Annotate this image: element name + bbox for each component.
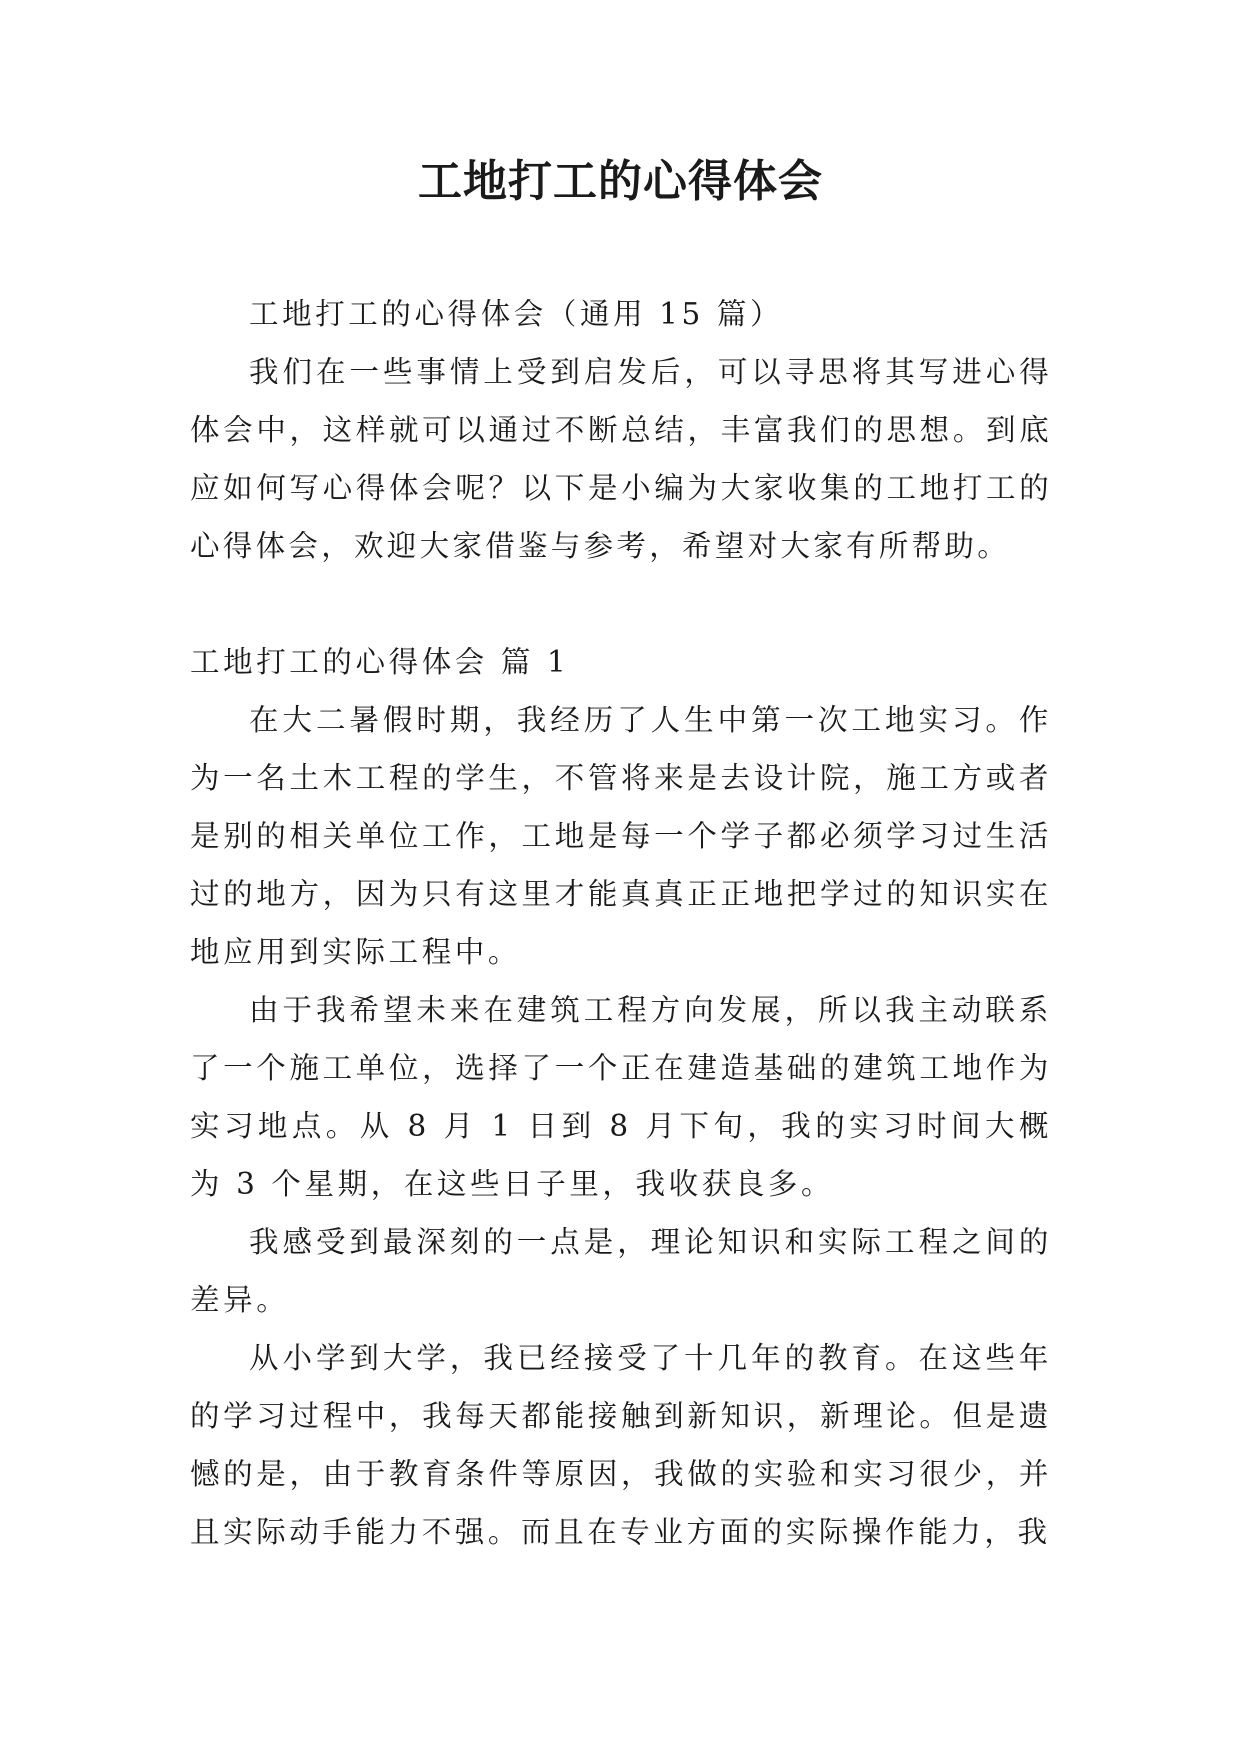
section-spacer xyxy=(190,575,1052,633)
document-body xyxy=(190,285,1052,1561)
document-title: 工地打工的心得体会 xyxy=(418,156,823,207)
document-subtitle: 工地打工的心得体会（通用 15 篇） xyxy=(249,297,784,331)
section-paragraph: 在大二暑假时期，我经历了人生中第一次工地实习。作为一名土木工程的学生，不管将来是去设计院，施工方或者是别的相关单位工作，工地是每一个学子都必须学习过生活过的地方，因为只有这里才能真真正正地把学过的知识实在地应用到实际工程中。 xyxy=(190,703,1052,969)
intro-paragraph: 我们在一些事情上受到启发后，可以寻思将其写进心得体会中，这样就可以通过不断总结，丰富我们的思想。到底应如何写心得体会呢？以下是小编为大家收集的工地打工的心得体会，欢迎大家借鉴与参考，希望对大家有所帮助。 xyxy=(190,355,1052,563)
section-paragraph: 从小学到大学，我已经接受了十几年的教育。在这些年的学习过程中，我每天都能接触到新知识，新理论。但是遗憾的是，由于教育条件等原因，我做的实验和实习很少，并且实际动手能力不强。而且在专业方面的实际操作能力，我 xyxy=(190,1341,1052,1549)
section-paragraph: 我感受到最深刻的一点是，理论知识和实际工程之间的差异。 xyxy=(190,1225,1052,1317)
section-paragraph: 由于我希望未来在建筑工程方向发展，所以我主动联系了一个施工单位，选择了一个正在建造基础的建筑工地作为实习地点。从 8 月 1 日到 8 月下旬，我的实习时间大概为 3 个星期，在这些日子里，我收获良多。 xyxy=(190,993,1052,1201)
section-heading: 工地打工的心得体会 篇 1 xyxy=(190,645,570,679)
